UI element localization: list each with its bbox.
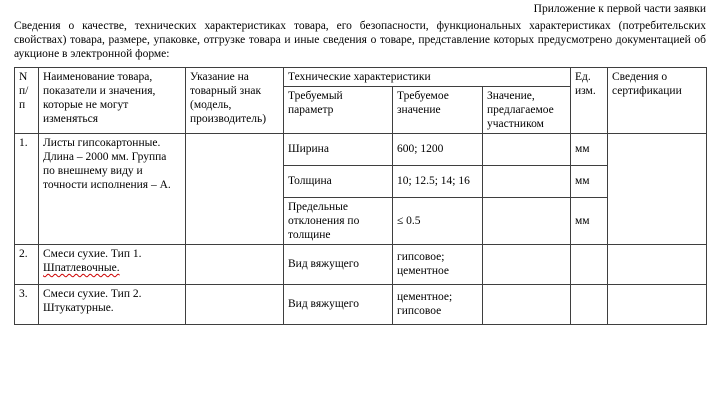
item-3-row [15, 284, 707, 324]
item-1-spec-3-offered-cell [483, 197, 571, 244]
item-1-spec-3-value: ≤ 0.5 [393, 197, 483, 244]
item-1-trademark-cell [186, 133, 284, 244]
item-2-num: 2. [15, 244, 39, 284]
item-2-trademark-cell [186, 244, 284, 284]
item-3-name-cell [39, 284, 186, 324]
item-2-spec-1-value: гипсовое; цементное [393, 244, 483, 284]
item-1-spec-3-unit: мм [571, 197, 608, 244]
item-3-spec-1-value: цементное; гипсовое [393, 284, 483, 324]
appendix-note: Приложение к первой части заявки [533, 3, 706, 15]
col-header-num: N п/п [15, 67, 39, 133]
item-1-spec-1-value: 600; 1200 [393, 133, 483, 165]
item-3-num: 3. [15, 284, 39, 324]
item-1-spec-3-param: Предельные отклонения по толщине [284, 197, 393, 244]
item-1-spec-1-unit: мм [571, 133, 608, 165]
item-2-unit-cell [571, 244, 608, 284]
col-header-trademark: Указание на товарный знак (модель, производитель) [186, 67, 284, 133]
col-header-tech: Технические характеристики [284, 67, 571, 86]
col-header-unit: Ед. изм. [571, 67, 608, 133]
item-1-spec-1-offered-cell [483, 133, 571, 165]
item-1-name: Листы гипсокартонные. [43, 136, 161, 149]
item-2-spec-1-offered-cell [483, 244, 571, 284]
item-2-cert-cell [608, 244, 707, 284]
item-3-name: Смеси сухие. Тип 2. [43, 287, 142, 300]
col-header-name: Наименование товара, показатели и значения, которые не могут изменяться [39, 67, 186, 133]
item-2-name-cell [39, 244, 186, 284]
item-1-cert-cell [608, 133, 707, 244]
item-3-trademark-cell [186, 284, 284, 324]
item-3-unit-cell [571, 284, 608, 324]
item-1-spec-2-offered-cell [483, 165, 571, 197]
item-3-spec-1-param: Вид вяжущего [284, 284, 393, 324]
item-2-spec-1-param: Вид вяжущего [284, 244, 393, 284]
item-1-name-cell [39, 133, 186, 244]
col-header-param: Требуемый параметр [284, 86, 393, 133]
item-2-name: Смеси сухие. Тип 1. [43, 247, 142, 260]
item-3-spec-1-offered-cell [483, 284, 571, 324]
col-header-required-value: Требуемое значение [393, 86, 483, 133]
item-3-cert-cell [608, 284, 707, 324]
header-row-1 [15, 67, 707, 86]
item-1-name-details: Длина – 2000 мм. Группа по внешнему виду и точности исполнения – А. [43, 150, 171, 191]
col-header-cert: Сведения о сертификации [608, 67, 707, 133]
intro-paragraph: Сведения о качестве, технических характеристиках товара, его безопасности, функциональных характеристиках (потребительских свойствах) товара, размере, упаковке, отгрузке товара и иные сведения о товаре, представление которых предусмотрено документацией об аукционе в электронной форме: [14, 19, 706, 60]
item-1-num: 1. [15, 133, 39, 244]
item-2-row [15, 244, 707, 284]
item-1-spec-2-value: 10; 12.5; 14; 16 [393, 165, 483, 197]
product-specs-table [14, 67, 707, 325]
item-3-name-type: Штукатурные. [43, 301, 114, 314]
col-header-offered-value: Значение, предлагаемое участником [483, 86, 571, 133]
item-1-spec-1-param: Ширина [284, 133, 393, 165]
item-1-spec-2-unit: мм [571, 165, 608, 197]
item-1-spec-row-1 [15, 133, 707, 165]
item-1-spec-2-param: Толщина [284, 165, 393, 197]
item-2-name-type: Шпатлевочные. [43, 261, 120, 274]
